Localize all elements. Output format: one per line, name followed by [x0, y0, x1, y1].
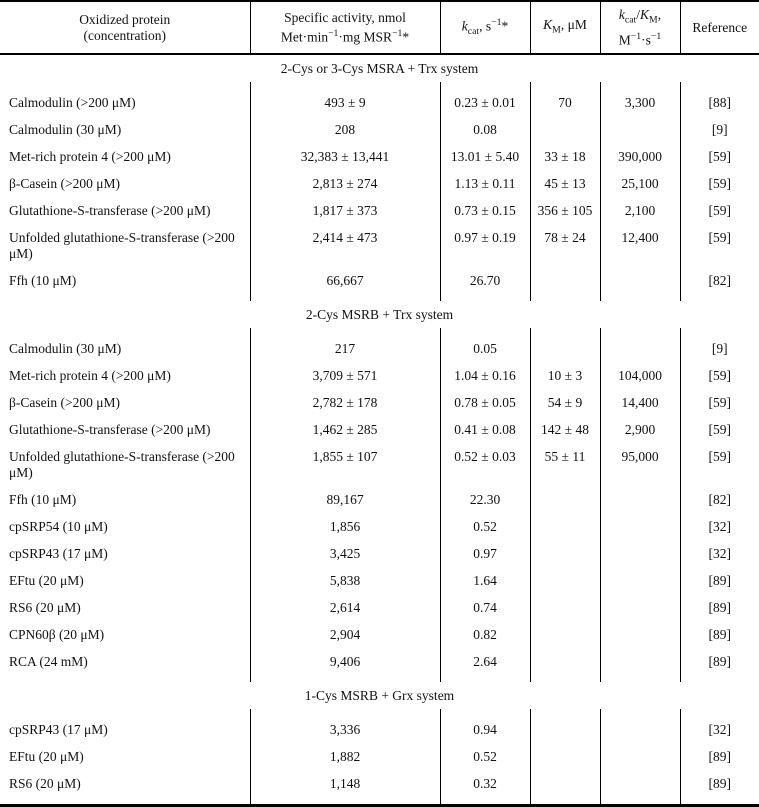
kcat-cell: 13.01 ± 5.40: [440, 143, 530, 170]
table-row: [0, 224, 759, 267]
specific-activity-cell: 1,817 ± 373: [250, 197, 440, 224]
section-title-row: [0, 682, 759, 709]
protein-cell: β-Casein (>200 μM): [9, 176, 120, 192]
protein-cell: Calmodulin (30 μM): [9, 341, 122, 357]
km-cell: [530, 116, 600, 143]
protein-cell: Calmodulin (30 μM): [9, 122, 122, 138]
kcat-cell: 0.23 ± 0.01: [440, 89, 530, 116]
kcat-km-cell: [600, 743, 680, 770]
reference-cell: [59]: [680, 224, 759, 267]
spacer-cell: [600, 797, 680, 806]
kcat-km-cell: [600, 267, 680, 294]
spacer-cell: [250, 294, 440, 301]
header-line: Specific activity, nmol: [284, 9, 406, 25]
kcat-cell: 0.82: [440, 621, 530, 648]
table-row: [0, 116, 759, 143]
reference-cell: [32]: [680, 513, 759, 540]
table-row: [0, 648, 759, 675]
reference-cell: [32]: [680, 716, 759, 743]
reference-cell: [32]: [680, 540, 759, 567]
kcat-km-cell: [600, 335, 680, 362]
km-cell: 10 ± 3: [530, 362, 600, 389]
table-row: [0, 197, 759, 224]
km-cell: 54 ± 9: [530, 389, 600, 416]
protein-cell: EFtu (20 μM): [9, 573, 84, 589]
col-header-specific-activity: Specific activity, nmol $Met\cdot\min^{-1}\cdot mg$ $MSR^{-1}*$: [250, 1, 440, 54]
spacer-cell: [600, 82, 680, 89]
spacer-cell: [530, 82, 600, 89]
table-row: [0, 743, 759, 770]
protein-cell: β-Casein (>200 μM): [9, 395, 120, 411]
km-cell: [530, 513, 600, 540]
protein-cell: RS6 (20 μM): [9, 600, 81, 616]
protein-cell: Ffh (10 μM): [9, 273, 77, 289]
header-line: (concentration): [83, 27, 166, 43]
section-title-row: [0, 301, 759, 328]
kcat-km-cell: [600, 540, 680, 567]
reference-cell: [82]: [680, 267, 759, 294]
km-cell: 356 ± 105: [530, 197, 600, 224]
kcat-km-cell: 14,400: [600, 389, 680, 416]
spacer-cell: [440, 797, 530, 806]
table-row: [0, 416, 759, 443]
table-row: [0, 770, 759, 797]
spacer-cell: [0, 328, 250, 335]
kcat-cell: 0.74: [440, 594, 530, 621]
kcat-km-cell: 390,000: [600, 143, 680, 170]
section-title: 2-Cys or 3-Cys MSRA + Trx system: [280, 61, 479, 77]
specific-activity-cell: 5,838: [250, 567, 440, 594]
km-cell: [530, 770, 600, 797]
kcat-km-cell: 12,400: [600, 224, 680, 267]
kcat-km-cell: [600, 486, 680, 513]
section-spacer: [0, 82, 759, 89]
protein-cell: Unfolded glutathione-S-transferase (>200 μM): [9, 449, 235, 481]
spacer-cell: [680, 328, 759, 335]
section-spacer: [0, 294, 759, 301]
kcat-cell: 0.52 ± 0.03: [440, 443, 530, 486]
km-cell: 33 ± 18: [530, 143, 600, 170]
specific-activity-cell: 2,614: [250, 594, 440, 621]
section-title: 2-Cys MSRB + Trx system: [305, 307, 454, 323]
km-cell: [530, 648, 600, 675]
table-row: [0, 540, 759, 567]
section-spacer: [0, 675, 759, 682]
spacer-cell: [680, 675, 759, 682]
spacer-cell: [440, 294, 530, 301]
spacer-cell: [440, 328, 530, 335]
specific-activity-cell: 3,709 ± 571: [250, 362, 440, 389]
spacer-cell: [680, 294, 759, 301]
reference-cell: [89]: [680, 594, 759, 621]
specific-activity-cell: 32,383 ± 13,441: [250, 143, 440, 170]
protein-cell: Glutathione-S-transferase (>200 μM): [9, 422, 211, 438]
spacer-cell: [680, 709, 759, 716]
kcat-km-cell: 2,900: [600, 416, 680, 443]
specific-activity-cell: 2,813 ± 274: [250, 170, 440, 197]
spacer-cell: [600, 328, 680, 335]
protein-cell: RS6 (20 μM): [9, 776, 81, 792]
col-header-kcat-km: $k_{cat}/K_M$, $M^{-1}\cdot s^{-1}$: [600, 1, 680, 54]
protein-cell: Glutathione-S-transferase (>200 μM): [9, 203, 211, 219]
reference-cell: [59]: [680, 197, 759, 224]
kcat-cell: 1.04 ± 0.16: [440, 362, 530, 389]
table-row: [0, 267, 759, 294]
table-body: [0, 54, 759, 806]
reference-cell: [59]: [680, 170, 759, 197]
km-cell: [530, 267, 600, 294]
km-cell: 45 ± 13: [530, 170, 600, 197]
table-row: [0, 716, 759, 743]
table-header: [0, 1, 759, 54]
spacer-cell: [250, 709, 440, 716]
km-cell: [530, 335, 600, 362]
protein-cell: Met-rich protein 4 (>200 μM): [9, 149, 171, 165]
spacer-cell: [250, 328, 440, 335]
protein-cell: Met-rich protein 4 (>200 μM): [9, 368, 171, 384]
protein-cell: CPN60β (20 μM): [9, 627, 105, 643]
reference-cell: [82]: [680, 486, 759, 513]
table-row: [0, 89, 759, 116]
specific-activity-cell: 208: [250, 116, 440, 143]
table-row: [0, 170, 759, 197]
kcat-cell: 0.52: [440, 743, 530, 770]
kcat-cell: 0.97 ± 0.19: [440, 224, 530, 267]
specific-activity-cell: 1,856: [250, 513, 440, 540]
km-cell: [530, 716, 600, 743]
specific-activity-cell: 9,406: [250, 648, 440, 675]
reference-cell: [89]: [680, 648, 759, 675]
km-cell: 78 ± 24: [530, 224, 600, 267]
specific-activity-cell: 1,882: [250, 743, 440, 770]
kcat-cell: 0.05: [440, 335, 530, 362]
spacer-cell: [250, 675, 440, 682]
spacer-cell: [530, 294, 600, 301]
spacer-cell: [440, 82, 530, 89]
table-row: [0, 513, 759, 540]
spacer-cell: [530, 709, 600, 716]
protein-cell: cpSRP54 (10 μM): [9, 519, 108, 535]
spacer-cell: [680, 82, 759, 89]
specific-activity-cell: 493 ± 9: [250, 89, 440, 116]
kcat-cell: 0.97: [440, 540, 530, 567]
km-cell: [530, 621, 600, 648]
section-title: 1-Cys MSRB + Grx system: [304, 688, 455, 704]
reference-cell: [59]: [680, 443, 759, 486]
spacer-cell: [600, 675, 680, 682]
spacer-cell: [0, 294, 250, 301]
table-row: [0, 621, 759, 648]
kcat-km-cell: [600, 116, 680, 143]
km-cell: [530, 743, 600, 770]
kcat-km-cell: [600, 770, 680, 797]
protein-cell: cpSRP43 (17 μM): [9, 546, 108, 562]
protein-cell: Ffh (10 μM): [9, 492, 77, 508]
kcat-km-cell: [600, 513, 680, 540]
kcat-km-cell: [600, 594, 680, 621]
spacer-cell: [600, 294, 680, 301]
col-header-kcat: $k_{cat}$, $s^{-1}*$: [440, 1, 530, 54]
specific-activity-cell: 3,336: [250, 716, 440, 743]
kcat-km-cell: 104,000: [600, 362, 680, 389]
kcat-km-cell: 2,100: [600, 197, 680, 224]
specific-activity-cell: 1,148: [250, 770, 440, 797]
table-row: [0, 362, 759, 389]
specific-activity-cell: 2,414 ± 473: [250, 224, 440, 267]
km-cell: [530, 567, 600, 594]
kcat-cell: 0.08: [440, 116, 530, 143]
table-row: [0, 143, 759, 170]
kcat-km-cell: [600, 716, 680, 743]
table-row: [0, 594, 759, 621]
spacer-cell: [0, 797, 250, 806]
kcat-cell: 22.30: [440, 486, 530, 513]
protein-cell: Unfolded glutathione-S-transferase (>200 μM): [9, 230, 235, 262]
protein-cell: cpSRP43 (17 μM): [9, 722, 108, 738]
kcat-cell: 26.70: [440, 267, 530, 294]
kcat-cell: 0.78 ± 0.05: [440, 389, 530, 416]
spacer-cell: [440, 709, 530, 716]
spacer-cell: [0, 709, 250, 716]
protein-cell: EFtu (20 μM): [9, 749, 84, 765]
section-title-row: [0, 54, 759, 82]
reference-cell: [59]: [680, 362, 759, 389]
kcat-km-cell: [600, 567, 680, 594]
kcat-cell: 1.64: [440, 567, 530, 594]
km-cell: [530, 594, 600, 621]
km-cell: [530, 486, 600, 513]
col-header-km: $K_M$, μM: [530, 1, 600, 54]
spacer-cell: [250, 797, 440, 806]
section-spacer: [0, 328, 759, 335]
specific-activity-cell: 66,667: [250, 267, 440, 294]
spacer-cell: [600, 709, 680, 716]
reference-cell: [89]: [680, 770, 759, 797]
reference-cell: [89]: [680, 621, 759, 648]
kcat-km-cell: [600, 621, 680, 648]
table-row: [0, 567, 759, 594]
specific-activity-cell: 1,855 ± 107: [250, 443, 440, 486]
reference-cell: [89]: [680, 567, 759, 594]
table-row: [0, 486, 759, 513]
protein-cell: Calmodulin (>200 μM): [9, 95, 136, 111]
spacer-cell: [0, 82, 250, 89]
reference-cell: [59]: [680, 389, 759, 416]
kcat-cell: 2.64: [440, 648, 530, 675]
spacer-cell: [530, 797, 600, 806]
spacer-cell: [0, 675, 250, 682]
km-cell: 55 ± 11: [530, 443, 600, 486]
kcat-cell: 0.52: [440, 513, 530, 540]
km-cell: [530, 540, 600, 567]
spacer-cell: [530, 328, 600, 335]
kcat-cell: 0.73 ± 0.15: [440, 197, 530, 224]
specific-activity-cell: 2,904: [250, 621, 440, 648]
kcat-cell: 0.94: [440, 716, 530, 743]
specific-activity-cell: 1,462 ± 285: [250, 416, 440, 443]
kcat-km-cell: 3,300: [600, 89, 680, 116]
spacer-cell: [680, 797, 759, 806]
specific-activity-cell: 2,782 ± 178: [250, 389, 440, 416]
reference-cell: [59]: [680, 143, 759, 170]
spacer-cell: [440, 675, 530, 682]
specific-activity-cell: 89,167: [250, 486, 440, 513]
protein-cell: RCA (24 mM): [9, 654, 88, 670]
spacer-cell: [250, 82, 440, 89]
reference-cell: [88]: [680, 89, 759, 116]
col-header-oxidized-protein: [0, 1, 250, 54]
table-row: [0, 335, 759, 362]
reference-cell: [9]: [680, 116, 759, 143]
reference-cell: [9]: [680, 335, 759, 362]
header-line: Oxidized protein: [79, 11, 171, 27]
section-spacer: [0, 797, 759, 806]
specific-activity-cell: 3,425: [250, 540, 440, 567]
kcat-cell: 1.13 ± 0.11: [440, 170, 530, 197]
kcat-km-cell: 95,000: [600, 443, 680, 486]
reference-cell: [89]: [680, 743, 759, 770]
kcat-km-cell: [600, 648, 680, 675]
table-row: [0, 443, 759, 486]
kcat-cell: 0.41 ± 0.08: [440, 416, 530, 443]
reference-cell: [59]: [680, 416, 759, 443]
header-row: [0, 1, 759, 54]
table-row: [0, 389, 759, 416]
kcat-cell: 0.32: [440, 770, 530, 797]
kcat-km-cell: 25,100: [600, 170, 680, 197]
km-cell: 70: [530, 89, 600, 116]
section-spacer: [0, 709, 759, 716]
km-cell: 142 ± 48: [530, 416, 600, 443]
spacer-cell: [530, 675, 600, 682]
col-header-reference: Reference: [680, 1, 759, 54]
specific-activity-cell: 217: [250, 335, 440, 362]
